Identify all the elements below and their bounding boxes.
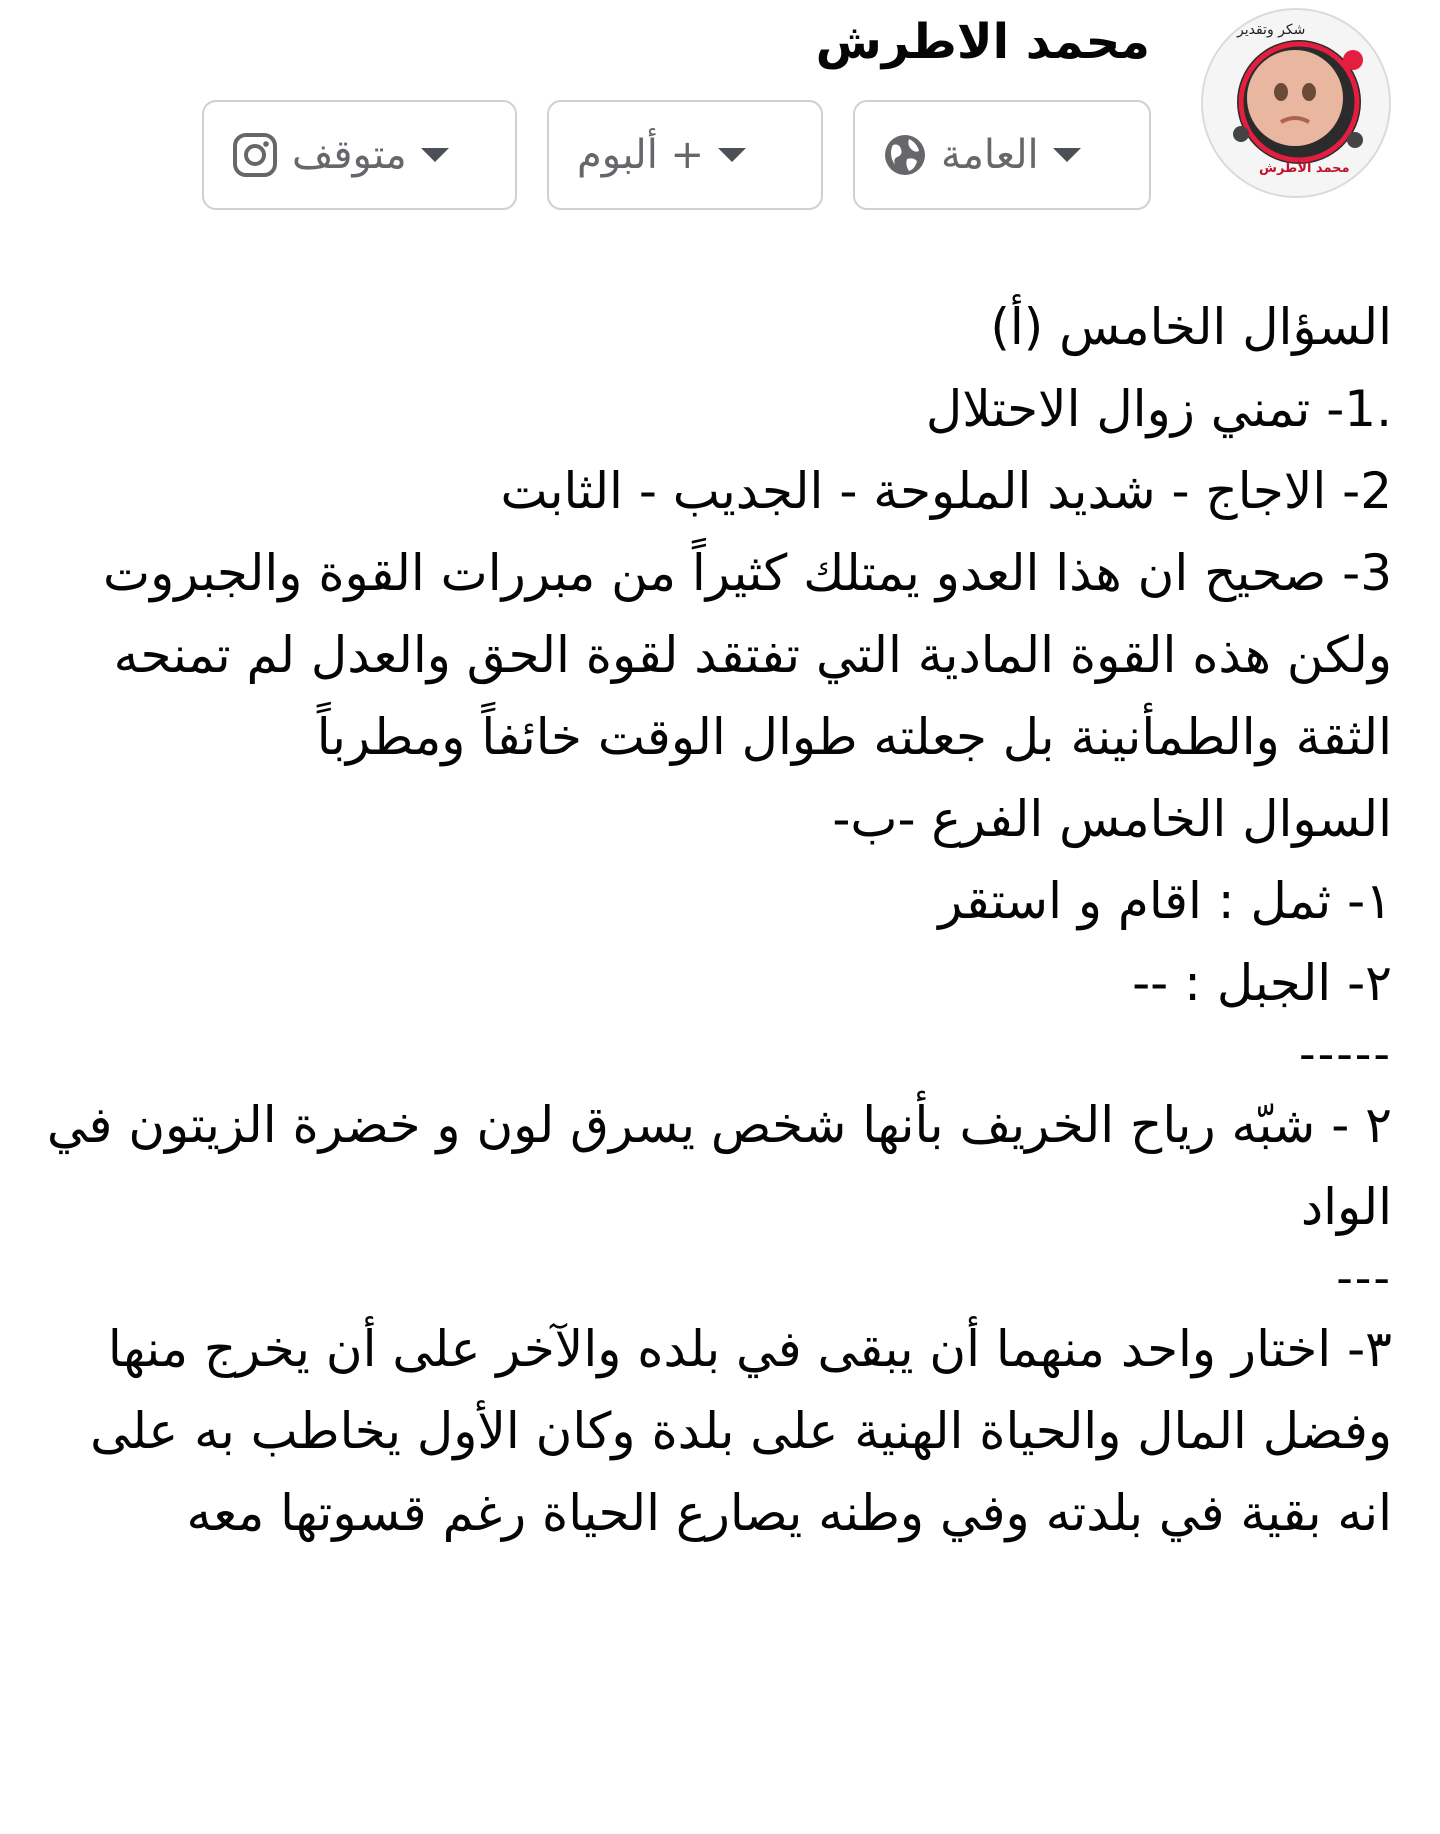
post-line: ٢ - شبّه رياح الخريف بأنها شخص يسرق لون و خضرة الزيتون في الواد <box>30 1096 1392 1236</box>
caret-down-icon <box>421 148 449 162</box>
post-line: السؤال الخامس (أ) <box>990 298 1392 356</box>
author-name[interactable]: محمد الاطرش <box>815 14 1150 70</box>
instagram-icon <box>232 132 278 178</box>
caret-down-icon <box>1053 148 1081 162</box>
divider-text: --- <box>1336 1251 1392 1305</box>
audience-row <box>202 100 1151 212</box>
album-selector-button[interactable] <box>547 100 823 210</box>
avatar-overlay-bottom-text: محمد الأطرش <box>1259 161 1350 176</box>
post-line: 3- صحيح ان هذا العدو يمتلك كثيراً من مبررات القوة والجبروت ولكن هذه القوة المادية التي تفتقد لقوة الحق والعدل لم تمنحه الثقة والطمأنينة بل جعلته طوال الوقت خائفاً ومطرباً <box>87 544 1392 766</box>
post-line: ٢- الجبل : -- <box>1132 954 1392 1012</box>
avatar-overlay-top-text: شكر وتقدير <box>1237 22 1306 38</box>
audience-selector-button[interactable] <box>853 100 1151 210</box>
post-line: ٣- اختار واحد منهما أن يبقى في بلده والآخر على أن يخرج منها وفضل المال والحياة الهنية على بلدة وكان الأول يخاطب به على انه بقية في بلدته وفي وطنه يصارع الحياة رغم قسوتها معه <box>74 1320 1392 1542</box>
caret-down-icon <box>718 148 746 162</box>
post-line: .1- تمني زوال الاحتلال <box>925 380 1392 438</box>
globe-icon <box>883 133 927 177</box>
post-line: السوال الخامس الفرع -ب- <box>832 790 1392 848</box>
instagram-status-label: متوقف <box>292 132 407 178</box>
instagram-share-button[interactable] <box>202 100 517 210</box>
post-body-text[interactable] <box>32 286 1392 1554</box>
audience-label: العامة <box>941 132 1039 178</box>
post-line: ١- ثمل : اقام و استقر <box>938 872 1392 930</box>
album-label: + ألبوم <box>577 132 705 178</box>
post-line: 2- الاجاج - شديد الملوحة - الجديب - الثابت <box>500 462 1392 520</box>
avatar[interactable] <box>1201 8 1391 198</box>
divider-text: ----- <box>1299 1027 1392 1081</box>
